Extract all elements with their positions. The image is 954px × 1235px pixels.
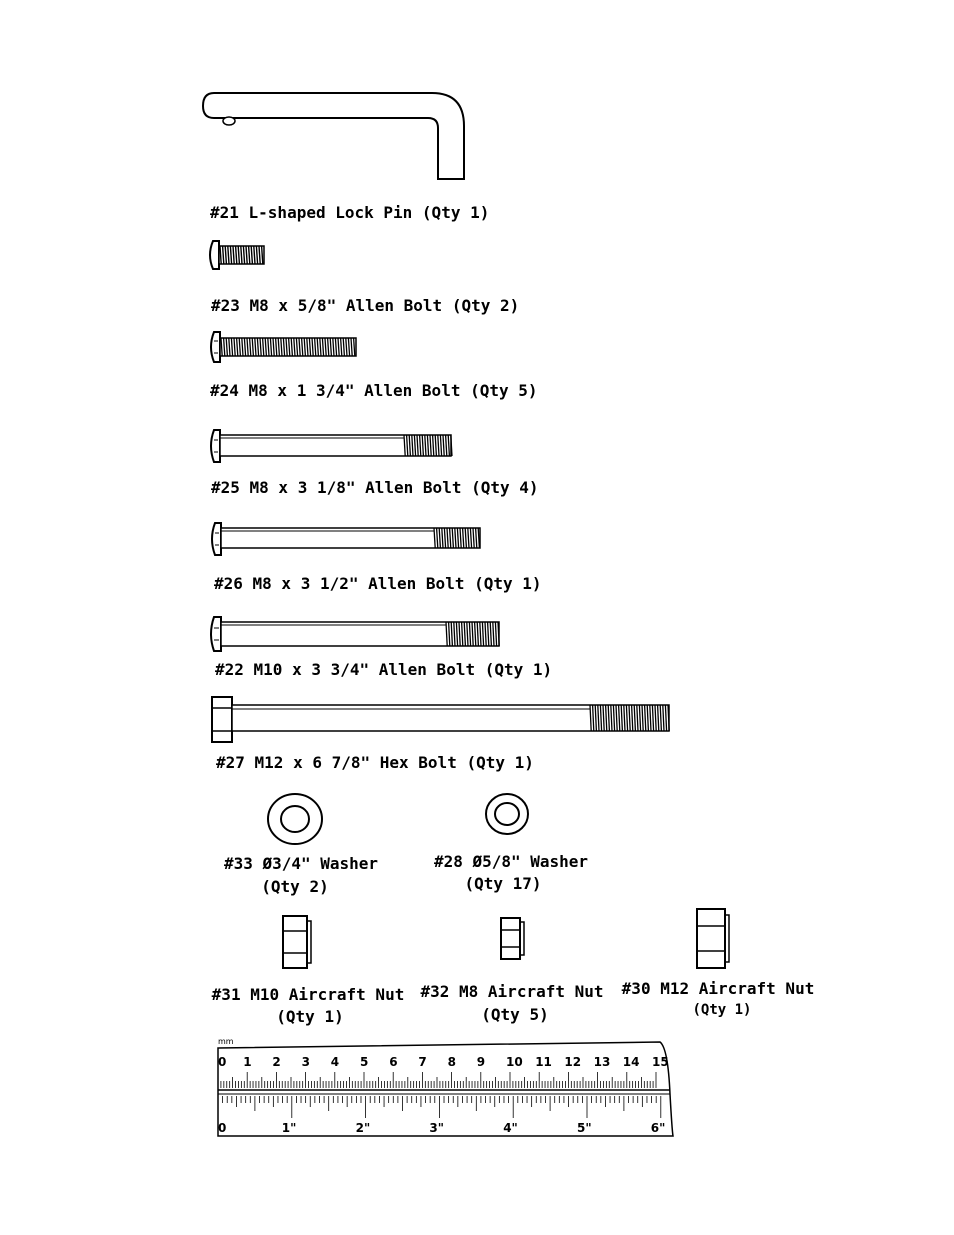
ruler-cm-label: 5 <box>360 1055 369 1069</box>
part-23-label: #23 M8 x 5/8" Allen Bolt (Qty 2) <box>211 296 520 315</box>
ruler-cm-label: 8 <box>447 1055 456 1069</box>
part-28-name: #28 Ø5/8" Washer <box>433 852 589 871</box>
ruler-cm-label: 12 <box>564 1055 582 1069</box>
bolt-26-drawing <box>207 520 487 558</box>
ruler-inch-label: 1" <box>281 1121 297 1135</box>
ruler-inch-label: 4" <box>503 1121 518 1135</box>
ruler-inch-label: 3" <box>429 1121 445 1135</box>
part-33-name: #33 Ø3/4" Washer <box>223 854 379 873</box>
ruler-inch-label: 5" <box>577 1121 592 1135</box>
ruler-cm-label: 4 <box>330 1055 340 1069</box>
part-32-name: #32 M8 Aircraft Nut <box>420 982 604 1001</box>
part-32-qty: (Qty 5) <box>481 1005 549 1024</box>
ruler-cm-label: 0 <box>218 1055 227 1069</box>
ruler-inch-label: 6" <box>650 1121 666 1135</box>
ruler-cm-label: 9 <box>476 1055 486 1069</box>
ruler-inch-label: 2" <box>355 1121 371 1135</box>
part-22-label: #22 M10 x 3 3/4" Allen Bolt (Qty 1) <box>215 660 553 679</box>
part-30-name: #30 M12 Aircraft Nut <box>621 979 815 998</box>
washer-33-drawing <box>264 791 326 847</box>
ruler-cm-label: 7 <box>418 1055 427 1069</box>
bolt-27-drawing <box>210 694 675 746</box>
ruler-cm-label: 10 <box>506 1055 523 1069</box>
part-24-label: #24 M8 x 1 3/4" Allen Bolt (Qty 5) <box>210 381 538 400</box>
ruler-cm-label: 6 <box>389 1055 398 1069</box>
nut-31-drawing <box>280 913 316 971</box>
bolt-25-drawing <box>206 427 456 465</box>
nut-32-drawing <box>498 915 528 963</box>
ruler-cm-label: 3 <box>301 1055 310 1069</box>
part-26-label: #26 M8 x 3 1/2" Allen Bolt (Qty 1) <box>214 574 542 593</box>
ruler-inch-label: 0 <box>218 1121 227 1135</box>
bolt-23-drawing <box>205 238 270 272</box>
washer-28-drawing <box>482 791 532 837</box>
part-31-name: #31 M10 Aircraft Nut <box>211 985 405 1004</box>
ruler-unit-label: mm <box>218 1037 234 1046</box>
ruler-cm-label: 11 <box>535 1055 552 1069</box>
nut-30-drawing <box>694 906 734 972</box>
bolt-22-drawing <box>206 614 506 654</box>
ruler-cm-label: 14 <box>622 1055 640 1069</box>
part-27-label: #27 M12 x 6 7/8" Hex Bolt (Qty 1) <box>216 753 534 772</box>
part-21-label: #21 L-shaped Lock Pin (Qty 1) <box>210 203 490 222</box>
ruler-cm-label: 2 <box>272 1055 281 1069</box>
part-33-qty: (Qty 2) <box>261 877 329 896</box>
ruler-cm-label: 1 <box>243 1055 252 1069</box>
part-31-qty: (Qty 1) <box>276 1007 344 1026</box>
bolt-24-drawing <box>206 329 361 365</box>
part-28-qty: (Qty 17) <box>464 874 542 893</box>
measuring-ruler <box>212 1034 682 1140</box>
l-shaped-lock-pin-drawing <box>200 90 470 185</box>
part-30-qty: (Qty 1) <box>692 1002 752 1018</box>
ruler-cm-label: 15 <box>652 1055 669 1069</box>
ruler-cm-label: 13 <box>593 1055 611 1069</box>
part-25-label: #25 M8 x 3 1/8" Allen Bolt (Qty 4) <box>211 478 539 497</box>
